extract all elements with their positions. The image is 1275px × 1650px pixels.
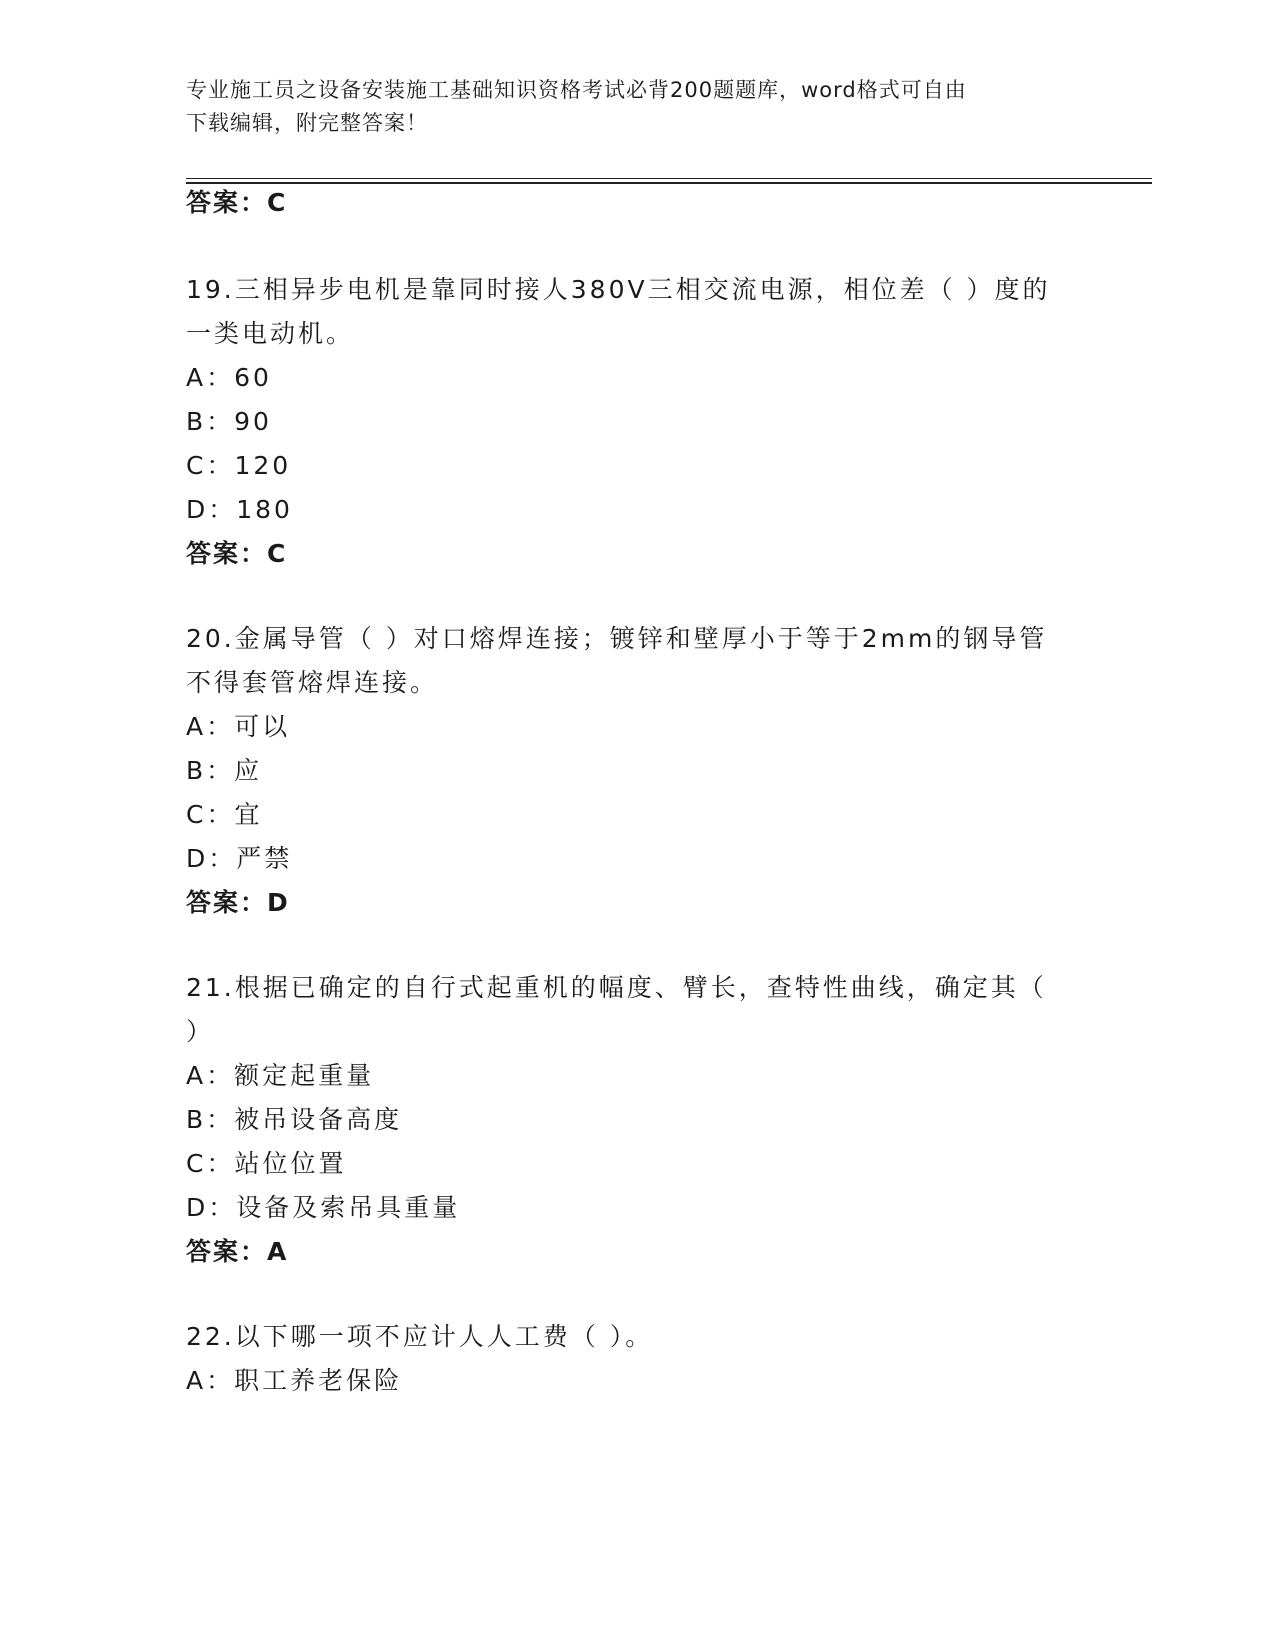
question-19-stem-cont: 一类电动机。 [186, 319, 355, 348]
header-title-line-2: 下载编辑，附完整答案！ [186, 111, 428, 135]
question-21-option-a: A：额定起重量 [186, 1061, 375, 1090]
question-19-option-d: D：180 [186, 495, 293, 524]
question-20-stem: 20.金属导管（ ）对口熔焊连接；镀锌和壁厚小于等于2mm的钢导管 [186, 624, 1048, 653]
question-19-option-a: A：60 [186, 363, 272, 392]
header-divider [186, 178, 1152, 179]
question-21-stem: 21.根据已确定的自行式起重机的幅度、臂长，查特性曲线，确定其（ [186, 973, 1047, 1002]
question-21-stem-cont: ） [186, 1017, 215, 1046]
previous-answer: 答案：C [186, 188, 288, 217]
question-20-option-a: A：可以 [186, 712, 291, 741]
question-22-option-a: A：职工养老保险 [186, 1366, 403, 1395]
question-20-answer: 答案：D [186, 888, 290, 917]
question-20-option-b: B：应 [186, 756, 263, 785]
question-21-option-b: B：被吊设备高度 [186, 1105, 403, 1134]
question-20-stem-cont: 不得套管熔焊连接。 [186, 668, 439, 697]
header-divider-thick [186, 182, 1152, 184]
question-19-stem: 19.三相异步电机是靠同时接人380V三相交流电源，相位差（ ）度的 [186, 275, 1051, 304]
document-header [186, 74, 1086, 140]
question-19-option-b: B：90 [186, 407, 272, 436]
question-21-option-d: D：设备及索吊具重量 [186, 1193, 461, 1222]
header-title-line-1: 专业施工员之设备安装施工基础知识资格考试必背200题题库，word格式可自由 [186, 78, 967, 102]
question-20-option-c: C：宜 [186, 800, 263, 829]
question-21-option-c: C：站位位置 [186, 1149, 347, 1178]
question-20-option-d: D：严禁 [186, 844, 293, 873]
question-19-answer: 答案：C [186, 539, 288, 568]
question-22-stem: 22.以下哪一项不应计人人工费（ ）。 [186, 1322, 654, 1351]
question-21-answer: 答案：A [186, 1237, 289, 1266]
question-19-option-c: C：120 [186, 451, 292, 480]
